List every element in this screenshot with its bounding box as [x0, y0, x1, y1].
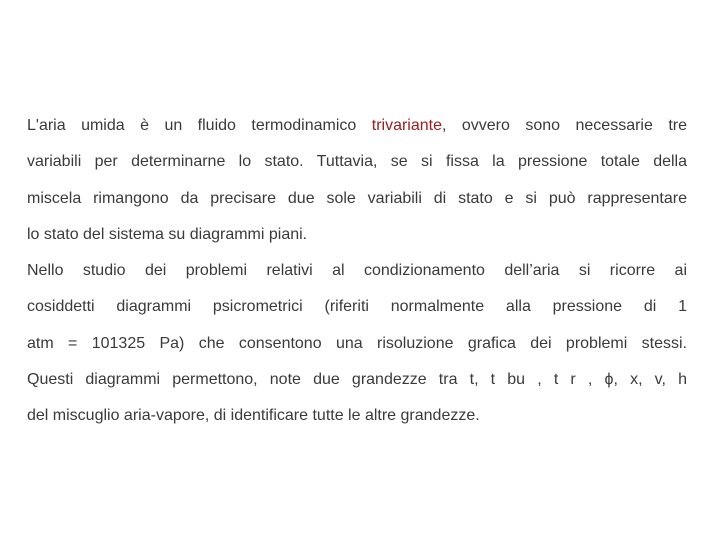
highlighted-term: trivariante	[371, 117, 442, 134]
paragraph-2-line-3: atm = 101325 Pa) che consentono una risoluzione grafica dei problemi stessi.	[27, 335, 687, 352]
text-run: L'aria umida è un fluido termodinamico	[27, 117, 372, 134]
paragraph-2-line-5: del miscuglio aria-vapore, di identificare tutte le altre grandezze.	[27, 407, 480, 424]
paragraph-1-line-4: lo stato del sistema su diagrammi piani.	[27, 226, 308, 243]
text-run: , ovvero sono necessarie tre	[442, 117, 687, 134]
paragraph-1-line-3: miscela rimangono da precisare due sole variabili di stato e si può rappresentare	[27, 190, 687, 207]
paragraph-2-line-1: Nello studio dei problemi relativi al condizionamento dell’aria si ricorre ai	[27, 262, 687, 279]
paragraph-2-line-4: Questi diagrammi permettono, note due grandezze tra t, t bu , t r , ϕ, x, v, h	[27, 371, 687, 388]
paragraph-1-line-2: variabili per determinarne lo stato. Tuttavia, se si fissa la pressione totale della	[27, 153, 687, 170]
paragraph-1-line-1	[27, 116, 687, 136]
paragraph-2-line-2: cosiddetti diagrammi psicrometrici (riferiti normalmente alla pressione di 1	[27, 298, 687, 315]
